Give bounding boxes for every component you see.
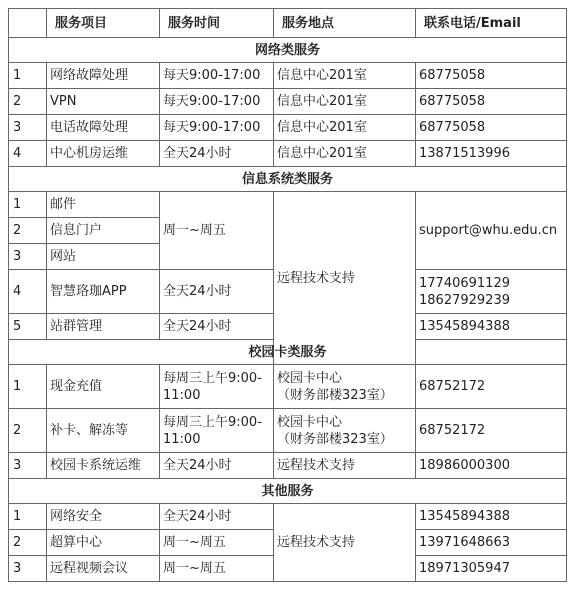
service-time (160, 365, 274, 409)
place-line-1: 校园卡中心 (277, 370, 343, 386)
phone-line-1: 17740691129 (419, 275, 510, 291)
service-item: 补卡、解冻等 (47, 409, 160, 453)
service-time: 全天24小时 (160, 453, 274, 479)
table-row (9, 141, 567, 167)
phone-line-2: 18627929239 (419, 292, 510, 308)
service-time: 每天9:00-17:00 (160, 63, 274, 89)
time-line-1: 每周三上午9:00- (163, 370, 262, 386)
service-item: 网络安全 (47, 504, 160, 530)
service-table (8, 8, 567, 582)
service-contact: 68752172 (416, 409, 567, 453)
service-item: VPN (47, 89, 160, 115)
service-item: 超算中心 (47, 530, 160, 556)
service-place: 远程技术支持 (274, 504, 416, 582)
service-item: 网络故障处理 (47, 63, 160, 89)
row-number: 1 (9, 504, 47, 530)
place-line-2: （财务部楼323室） (277, 387, 393, 403)
service-place: 信息中心201室 (274, 89, 416, 115)
row-number: 3 (9, 556, 47, 582)
service-time: 周一~周五 (160, 192, 274, 270)
service-item: 现金充值 (47, 365, 160, 409)
service-item: 智慧珞珈APP (47, 270, 160, 314)
service-contact: 13871513996 (416, 141, 567, 167)
service-place: 信息中心201室 (274, 115, 416, 141)
service-time: 周一~周五 (160, 530, 274, 556)
service-contact: 68752172 (416, 365, 567, 409)
service-email: support@whu.edu.cn (416, 192, 567, 270)
service-item: 校园卡系统运维 (47, 453, 160, 479)
service-time: 周一~周五 (160, 556, 274, 582)
row-number: 5 (9, 314, 47, 340)
service-time: 全天24小时 (160, 504, 274, 530)
place-line-1: 校园卡中心 (277, 414, 343, 430)
header-contact: 联系电话/Email (416, 9, 567, 38)
service-contact: 68775058 (416, 89, 567, 115)
service-item: 中心机房运维 (47, 141, 160, 167)
service-place: 信息中心201室 (274, 141, 416, 167)
row-number: 1 (9, 365, 47, 409)
row-number: 3 (9, 115, 47, 141)
service-place: 远程技术支持 (274, 453, 416, 479)
section-heading-campus-card (9, 340, 567, 365)
table-row (9, 192, 567, 218)
service-contact: 68775058 (416, 63, 567, 89)
table-row (9, 115, 567, 141)
row-number: 1 (9, 192, 47, 218)
row-number: 3 (9, 453, 47, 479)
service-contact (416, 270, 567, 314)
service-item: 信息门户 (47, 218, 160, 244)
row-number: 2 (9, 218, 47, 244)
header-place: 服务地点 (274, 9, 416, 38)
service-place (274, 365, 416, 409)
service-item: 远程视频会议 (47, 556, 160, 582)
service-place: 远程技术支持 (274, 192, 416, 365)
row-number: 2 (9, 409, 47, 453)
table-row (9, 365, 567, 409)
header-time: 服务时间 (160, 9, 274, 38)
service-item: 站群管理 (47, 314, 160, 340)
service-contact: 68775058 (416, 115, 567, 141)
row-number: 4 (9, 270, 47, 314)
table-row (9, 89, 567, 115)
service-time: 每天9:00-17:00 (160, 115, 274, 141)
section-title: 校园卡类服务 (9, 340, 567, 365)
service-time: 全天24小时 (160, 270, 274, 314)
header-item: 服务项目 (47, 9, 160, 38)
row-number: 1 (9, 63, 47, 89)
section-title: 其他服务 (9, 479, 567, 504)
service-contact: 13545894388 (416, 504, 567, 530)
service-item: 网站 (47, 244, 160, 270)
service-time (160, 409, 274, 453)
time-line-1: 每周三上午9:00- (163, 414, 262, 430)
service-place: 信息中心201室 (274, 63, 416, 89)
table-row (9, 409, 567, 453)
service-time: 全天24小时 (160, 141, 274, 167)
row-number: 2 (9, 530, 47, 556)
header-no (9, 9, 47, 38)
service-time: 全天24小时 (160, 314, 274, 340)
table-row (9, 504, 567, 530)
row-number: 4 (9, 141, 47, 167)
section-heading-other (9, 479, 567, 504)
service-place (274, 409, 416, 453)
section-title: 网络类服务 (9, 38, 567, 63)
service-item: 电话故障处理 (47, 115, 160, 141)
row-number: 2 (9, 89, 47, 115)
row-number: 3 (9, 244, 47, 270)
table-row (9, 453, 567, 479)
header-row (9, 9, 567, 38)
service-contact: 13545894388 (416, 314, 567, 340)
section-heading-network (9, 38, 567, 63)
service-time: 每天9:00-17:00 (160, 89, 274, 115)
section-heading-info-systems (9, 167, 567, 192)
time-line-2: 11:00 (163, 387, 201, 403)
time-line-2: 11:00 (163, 431, 201, 447)
table-row (9, 63, 567, 89)
service-item: 邮件 (47, 192, 160, 218)
service-contact: 13971648663 (416, 530, 567, 556)
section-title: 信息系统类服务 (9, 167, 567, 192)
place-line-2: （财务部楼323室） (277, 431, 393, 447)
service-contact: 18971305947 (416, 556, 567, 582)
service-contact: 18986000300 (416, 453, 567, 479)
